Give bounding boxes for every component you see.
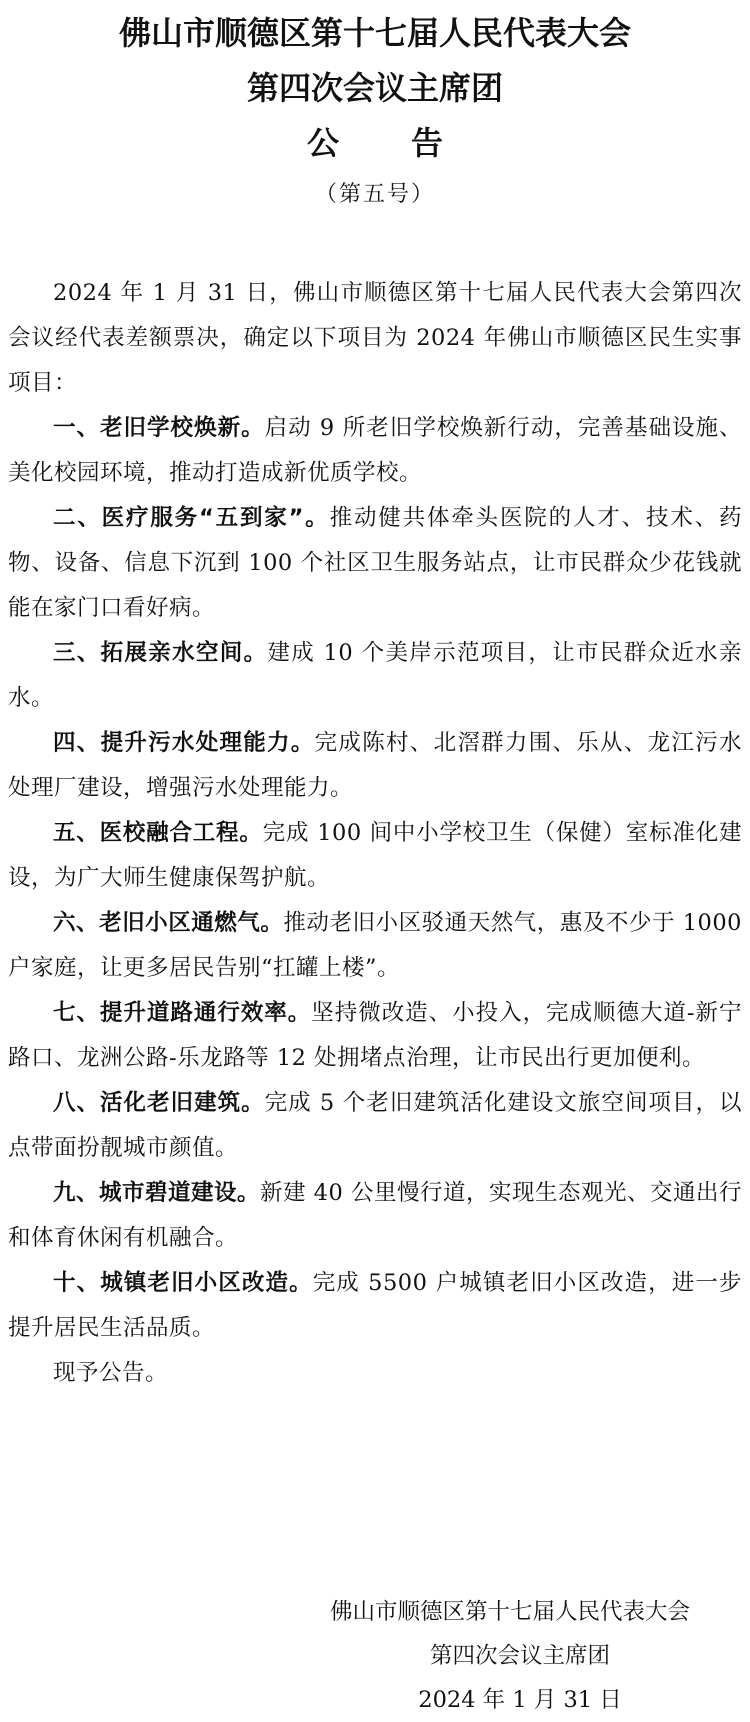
- item-lead: 一、老旧学校焕新。: [53, 415, 265, 441]
- item-text: 建成 10 个美岸示范项目，让市民群众近水亲水。: [8, 640, 742, 711]
- announcement-number: （第五号）: [314, 182, 435, 207]
- signature-org: 佛山市顺德区第十七届人民代表大会: [329, 1599, 690, 1625]
- closing-paragraph: 现予公告。: [53, 1360, 169, 1386]
- item-paragraph: [8, 901, 742, 991]
- item-lead: 五、医校融合工程。: [53, 820, 263, 846]
- item-paragraph: [8, 1171, 742, 1261]
- item-paragraph: [8, 406, 742, 496]
- item-text: 完成 100 间中小学校卫生（保健）室标准化建设，为广大师生健康保驾护航。: [8, 820, 742, 891]
- item-lead: 七、提升道路通行效率。: [53, 1000, 312, 1026]
- item-text: 坚持微改造、小投入，完成顺德大道-新宁路口、龙洲公路-乐龙路等 12 处拥堵点治理，让市民出行更加便利。: [8, 1000, 742, 1071]
- item-text: 完成 5500 户城镇老旧小区改造，进一步提升居民生活品质。: [8, 1270, 742, 1341]
- item-lead: 三、拓展亲水空间。: [53, 640, 268, 666]
- title-line-2: 第四次会议主席团: [246, 69, 503, 107]
- item-paragraph: [8, 631, 742, 721]
- item-lead: 十、城镇老旧小区改造。: [53, 1270, 313, 1296]
- item-paragraph: [8, 496, 742, 631]
- item-paragraph: [8, 721, 742, 811]
- item-paragraph: [8, 1081, 742, 1171]
- title-line-3: 公告: [306, 124, 515, 162]
- item-lead: 四、提升污水处理能力。: [53, 730, 315, 756]
- signature-date: 2024 年 1 月 31 日: [418, 1687, 622, 1713]
- signature-presidium: 第四次会议主席团: [429, 1643, 610, 1669]
- signature-block: [270, 1590, 690, 1722]
- title-line-1: 佛山市顺德区第十七届人民代表大会: [118, 14, 631, 52]
- intro-paragraph: 2024 年 1 月 31 日，佛山市顺德区第十七届人民代表大会第四次会议经代表差额票决，确定以下项目为 2024 年佛山市顺德区民生实事项目：: [8, 280, 742, 396]
- item-paragraph: [8, 811, 742, 901]
- item-lead: 二、医疗服务“五到家”。: [53, 505, 330, 531]
- item-lead: 九、城市碧道建设。: [53, 1180, 261, 1206]
- item-text: 推动老旧小区驳通天然气，惠及不少于 1000 户家庭，让更多居民告别“扛罐上楼”。: [8, 910, 742, 981]
- item-text: 新建 40 公里慢行道，实现生态观光、交通出行和体育休闲有机融合。: [8, 1180, 742, 1251]
- item-text: 完成陈村、北滘群力围、乐从、龙江污水处理厂建设，增强污水处理能力。: [8, 730, 742, 801]
- item-text: 推动健共体牵头医院的人才、技术、药物、设备、信息下沉到 100 个社区卫生服务站点，让市民群众少花钱就能在家门口看好病。: [8, 505, 742, 621]
- item-lead: 六、老旧小区通燃气。: [53, 910, 284, 936]
- item-paragraph: [8, 991, 742, 1081]
- announcement-body: [8, 271, 742, 1396]
- item-lead: 八、活化老旧建筑。: [53, 1090, 265, 1116]
- item-paragraph: [8, 1261, 742, 1351]
- item-text: 启动 9 所老旧学校焕新行动，完善基础设施、美化校园环境，推动打造成新优质学校。: [8, 415, 742, 486]
- item-text: 完成 5 个老旧建筑活化建设文旅空间项目，以点带面扮靓城市颜值。: [8, 1090, 742, 1161]
